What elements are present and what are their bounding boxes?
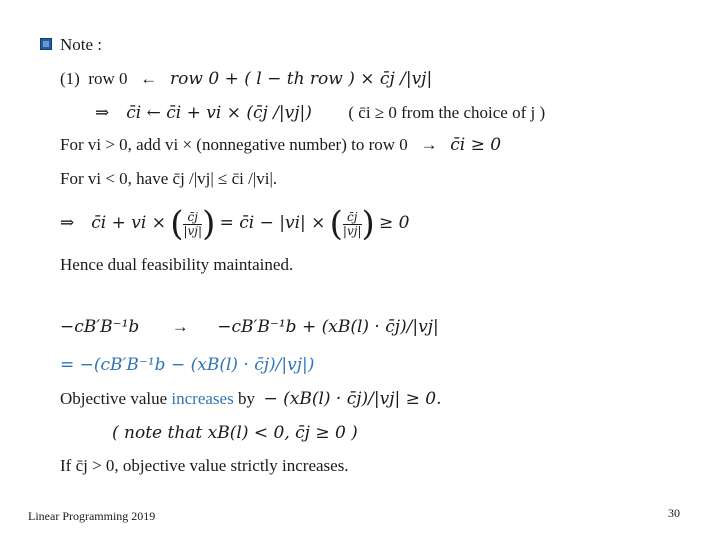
objective-line-2-expression: = −(cB′B⁻¹b − (xB(l) · c̄j)/|vj|) <box>60 355 315 375</box>
page-number: 30 <box>668 506 680 520</box>
objective-line-1-lhs: −cB′B⁻¹b <box>60 317 140 337</box>
objective-line-3-by: by <box>237 389 255 408</box>
positive-case-arrow: → <box>420 135 438 154</box>
step1-expression: row 0 + ( l − th row ) × c̄j /|vj| <box>170 69 433 89</box>
implication-1-expression: c̄i ← c̄i + vi × (c̄j /|vj|) <box>126 103 312 123</box>
fraction-1 <box>183 211 202 238</box>
implication-2: ⇒ c̄i + vi × ( $\frac{c̄j}{|vj|}$ ) = c̄i − |vi| × ( $\frac{c̄j}{|vj|}$ ) ≥ 0 <box>60 204 410 245</box>
step1-row0: row 0 <box>88 69 128 88</box>
final-line: If c̄j > 0, objective value strictly increases. <box>60 456 349 475</box>
objective-line-3 <box>60 388 442 410</box>
footer-title: Linear Programming 2019 <box>28 509 156 523</box>
objective-line-3-prefix: Objective value <box>60 389 168 408</box>
implication-1 <box>95 102 545 124</box>
implication-2-lhs: c̄i + vi × <box>91 213 166 233</box>
heading: Note : <box>60 35 103 54</box>
step1-label: (1) <box>60 69 80 88</box>
fraction-2 <box>343 211 362 238</box>
conclusion: Hence dual feasibility maintained. <box>60 255 294 274</box>
negative-case: For vi < 0, have c̄j /|vj| ≤ c̄i /|vi|. <box>60 169 278 188</box>
step1-row <box>60 68 432 90</box>
positive-case-text: For vi > 0, add vi × (nonnegative number) to row 0 <box>60 135 408 154</box>
implies-icon: ⇒ <box>60 213 75 232</box>
step1-arrow: ← <box>140 69 158 88</box>
bullet-icon <box>40 38 52 50</box>
fraction-1-numerator: c̄j <box>183 211 202 225</box>
objective-line-1-arrow: → <box>171 317 189 336</box>
increases-highlight: increases <box>171 389 234 408</box>
note-line <box>112 422 358 444</box>
objective-line-1 <box>60 316 439 338</box>
positive-case-result: c̄i ≥ 0 <box>450 135 502 155</box>
implication-2-end: ≥ 0 <box>379 213 410 233</box>
objective-line-2 <box>60 354 314 376</box>
positive-case <box>60 134 501 156</box>
fraction-1-denominator: |vj| <box>183 223 203 238</box>
implication-2-mid: = c̄i − |vi| × <box>219 213 326 233</box>
fraction-2-numerator: c̄j <box>343 211 362 225</box>
objective-line-3-expression: − (xB(l) · c̄j)/|vj| ≥ 0. <box>263 389 442 409</box>
note-line-text: ( note that xB(l) < 0, c̄j ≥ 0 ) <box>112 423 358 443</box>
implication-1-note: ( c̄i ≥ 0 from the choice of j ) <box>348 103 546 122</box>
implies-icon: ⇒ <box>95 103 110 122</box>
objective-line-1-rhs: −cB′B⁻¹b + (xB(l) · c̄j)/|vj| <box>217 317 439 337</box>
fraction-2-denominator: |vj| <box>342 223 362 238</box>
